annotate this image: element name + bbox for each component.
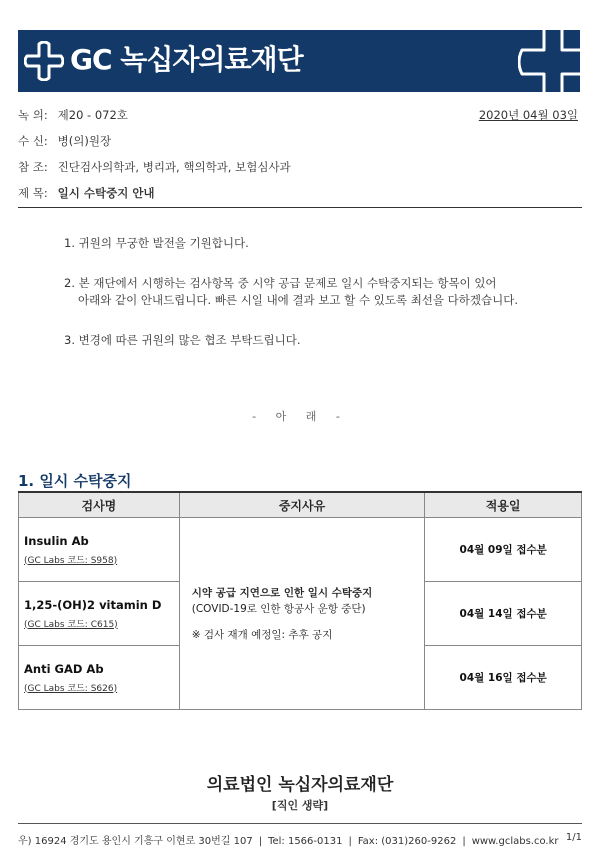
- reason-main: 시약 공급 지연으로 인한 일시 수탁중지: [191, 586, 373, 599]
- test-code: (GC Labs 코드: C615): [24, 619, 118, 630]
- test-name-cell: [19, 518, 180, 582]
- test-name-cell: [19, 582, 180, 646]
- subject-value: 일시 수탁중지 안내: [57, 186, 155, 200]
- footer-divider: [18, 823, 582, 824]
- footer-tel: Tel: 1566-0131: [268, 836, 343, 847]
- reason-cell: [179, 518, 425, 710]
- footer-address: 우) 16924 경기도 용인시 기흥구 이현로 30번길 107: [18, 836, 253, 847]
- reason-note: ※ 검사 재개 예정일: 추후 공지: [191, 628, 333, 641]
- test-name: Insulin Ab: [24, 533, 89, 548]
- signature-org: 의료법인 녹십자의료재단: [206, 775, 394, 795]
- reference: [18, 159, 291, 175]
- table-header-row: [19, 492, 582, 518]
- section-title: 1. 일시 수탁중지: [18, 472, 132, 490]
- paragraph-2b: 아래와 같이 안내드립니다. 빠른 시일 내에 결과 보고 할 수 있도록 최선을 다하겠습니다.: [78, 293, 518, 307]
- paragraph-1: 1. 귀원의 무궁한 발전을 기원합니다.: [64, 236, 249, 250]
- table-row: [19, 518, 582, 582]
- meta-divider: [18, 207, 582, 208]
- footer: 우) 16924 경기도 용인시 기흥구 이현로 30번길 107 | Tel: 1566-0131 | Fax: (031)260-9262 | www.gclabs.co.kr: [18, 836, 559, 847]
- gc-cross-logo-icon: [24, 41, 64, 81]
- gc-cross-decoration-icon: [518, 30, 580, 92]
- effective-date: 04월 16일 접수분: [425, 646, 582, 710]
- header-test-name: 검사명: [19, 492, 180, 518]
- recipient: [18, 133, 111, 149]
- test-name-cell: [19, 646, 180, 710]
- doc-date: 2020년 04월 03일: [478, 108, 578, 122]
- recipient-value: 병(의)원장: [57, 134, 112, 148]
- subject-key: 제 목:: [18, 186, 48, 200]
- test-name: 1,25-(OH)2 vitamin D: [24, 597, 162, 612]
- org-name: GC 녹십자의료재단: [70, 43, 303, 76]
- header-reason: 중지사유: [179, 492, 425, 518]
- reference-key: 참 조:: [18, 160, 48, 174]
- effective-date: 04월 14일 접수분: [425, 582, 582, 646]
- suspension-table: [18, 491, 582, 710]
- page-number: 1/1: [565, 832, 582, 843]
- test-name: Anti GAD Ab: [24, 661, 104, 676]
- footer-website[interactable]: www.gclabs.co.kr: [471, 836, 559, 847]
- reason-detail: (COVID-19로 인한 항공사 운항 중단): [191, 602, 366, 615]
- footer-fax: Fax: (031)260-9262: [357, 836, 457, 847]
- paragraph-2a: 2. 본 재단에서 시행하는 검사항목 중 시약 공급 문제로 일시 수탁중지되는 항목이 있어: [64, 276, 497, 290]
- subject: [18, 185, 155, 201]
- test-code: (GC Labs 코드: S626): [24, 683, 118, 694]
- doc-number-key: 녹 의:: [18, 108, 48, 122]
- header-effective-date: 적용일: [425, 492, 582, 518]
- effective-date: 04월 09일 접수분: [425, 518, 582, 582]
- reference-value: 진단검사의학과, 병리과, 핵의학과, 보험심사과: [57, 160, 291, 174]
- seal-omitted-note: [직인 생략]: [271, 799, 329, 812]
- recipient-key: 수 신:: [18, 134, 48, 148]
- doc-number-value: 제20 - 072호: [57, 108, 128, 122]
- below-marker: - 아 래 -: [252, 410, 348, 423]
- test-code: (GC Labs 코드: S958): [24, 555, 118, 566]
- header-banner: [18, 30, 580, 92]
- doc-number: [18, 107, 128, 123]
- paragraph-3: 3. 변경에 따른 귀원의 많은 협조 부탁드립니다.: [64, 333, 301, 347]
